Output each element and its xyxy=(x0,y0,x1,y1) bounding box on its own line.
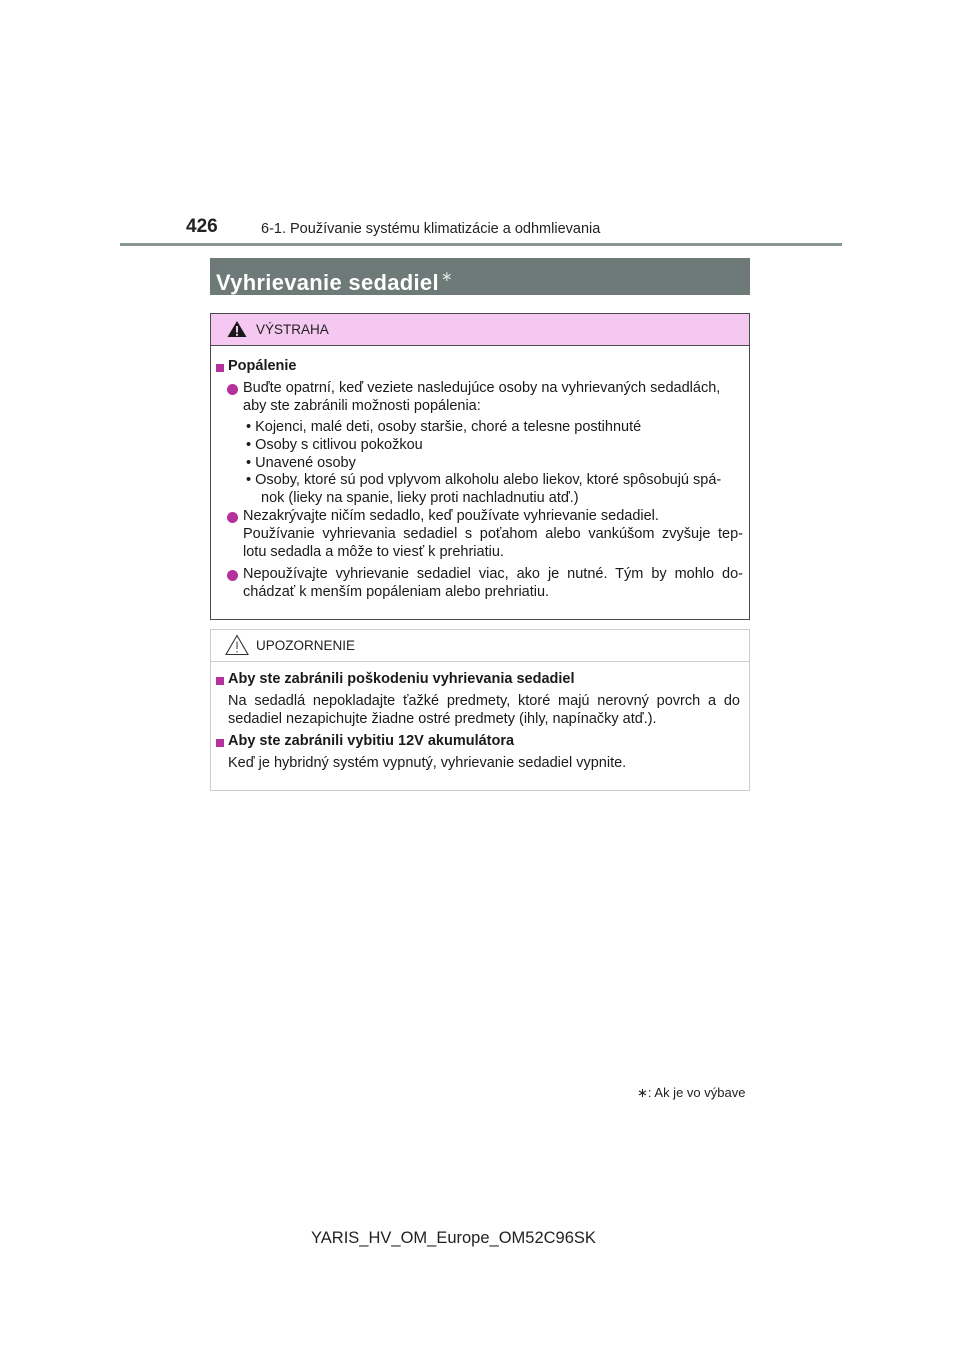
section-header: 6-1. Používanie systému klimatizácie a odhmlievania xyxy=(261,221,601,237)
square-bullet-icon xyxy=(216,739,224,747)
warning-sub3: • Unavené osoby xyxy=(246,455,356,471)
warning-header xyxy=(211,314,749,346)
caution-heading-1: Aby ste zabránili poškodeniu vyhrievania sedadiel xyxy=(228,671,575,687)
warning-box xyxy=(210,313,750,620)
warning-triangle-icon xyxy=(227,320,247,338)
caution-header xyxy=(211,630,749,662)
round-bullet-icon xyxy=(227,384,238,395)
footnote: ∗: Ak je vo výbave xyxy=(637,1085,746,1100)
caution-p2: Keď je hybridný systém vypnutý, vyhrievanie sedadiel vypnite. xyxy=(228,755,627,771)
warning-sub4-line2: nok (lieky na spanie, lieky proti nachladnutiu atď.) xyxy=(261,490,579,506)
warning-b1-line1: Buďte opatrní, keď veziete nasledujúce osoby na vyhrievaných sedadlách, xyxy=(243,380,721,396)
round-bullet-icon xyxy=(227,512,238,523)
section-title-bar xyxy=(210,258,750,295)
warning-sub4-line1: • Osoby, ktoré sú pod vplyvom alkoholu alebo liekov, ktoré spôsobujú spá- xyxy=(246,472,722,488)
square-bullet-icon xyxy=(216,677,224,685)
warning-heading: Popálenie xyxy=(228,358,297,374)
section-title: Vyhrievanie sedadiel xyxy=(216,270,439,295)
caution-p1-line1: Na sedadlá nepokladajte ťažké predmety, ktoré majú nerovný povrch a do xyxy=(228,693,740,709)
warning-b2-line3: lotu sedadla a môže to viesť k prehriatiu. xyxy=(243,544,504,560)
caution-triangle-outline-icon xyxy=(225,634,249,656)
header-rule xyxy=(120,243,842,246)
caution-p1-line2: sedadiel nezapichujte žiadne ostré predmety (ihly, napínačky atď.). xyxy=(228,711,657,727)
warning-b3-line2: chádzať k menším popáleniam alebo prehriatiu. xyxy=(243,584,550,600)
warning-b2-line1: Nezakrývajte ničím sedadlo, keď používate vyhrievanie sedadiel. xyxy=(243,508,659,524)
caution-heading-2: Aby ste zabránili vybitiu 12V akumulátora xyxy=(228,733,515,749)
document-footer: YARIS_HV_OM_Europe_OM52C96SK xyxy=(311,1229,596,1247)
warning-label: VÝSTRAHA xyxy=(256,322,329,337)
warning-b3-line1: Nepoužívajte vyhrievanie sedadiel viac, ako je nutné. Tým by mohlo do- xyxy=(243,566,743,582)
square-bullet-icon xyxy=(216,364,224,372)
round-bullet-icon xyxy=(227,570,238,581)
warning-b2-line2: Používanie vyhrievania sedadiel s poťahom alebo vankúšom zvyšuje tep- xyxy=(243,526,743,542)
title-asterisk: ∗ xyxy=(440,268,453,284)
caution-box xyxy=(210,629,750,791)
caution-label: UPOZORNENIE xyxy=(256,638,356,653)
page-number: 426 xyxy=(186,216,218,237)
warning-sub1: • Kojenci, malé deti, osoby staršie, choré a telesne postihnuté xyxy=(246,419,642,435)
warning-sub2: • Osoby s citlivou pokožkou xyxy=(246,437,423,453)
warning-b1-line2: aby ste zabránili možnosti popálenia: xyxy=(243,398,481,414)
